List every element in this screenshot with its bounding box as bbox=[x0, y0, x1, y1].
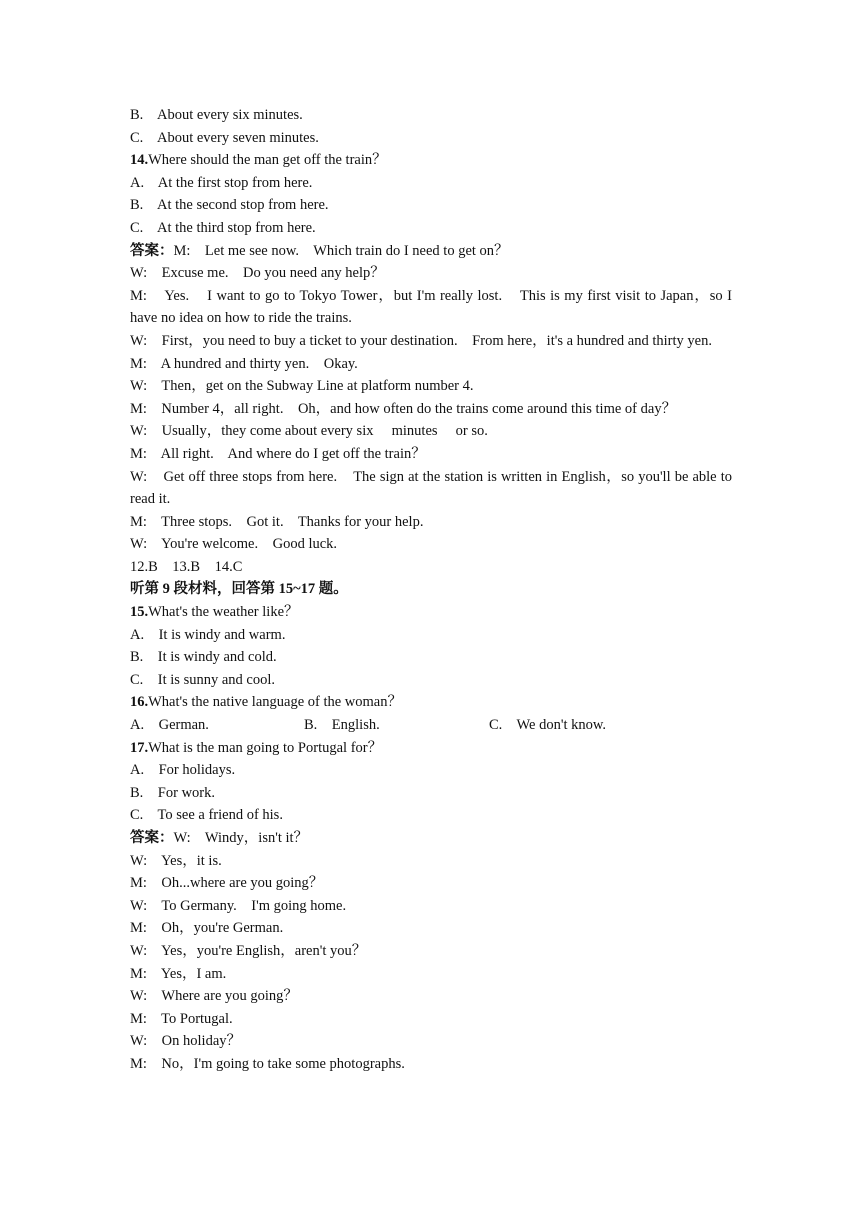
dialog-line: M: Yes. I want to go to Tokyo Tower，but I'm really lost. This is my first visit to Japan，so I have no idea on how to ride the trains. bbox=[130, 287, 736, 327]
dialog-line: M: Oh...where are you going？ bbox=[130, 875, 324, 892]
dialog-line: M: No，I'm going to take some photographs. bbox=[130, 1055, 405, 1072]
answer-label: 答案： bbox=[130, 242, 174, 259]
option-line: C. To see a friend of his. bbox=[130, 807, 283, 824]
dialog-line: M: Number 4，all right. Oh，and how often do the trains come around this time of day？ bbox=[130, 400, 677, 417]
option-b: B. English. bbox=[304, 717, 380, 734]
question-number: 16. bbox=[130, 694, 149, 711]
question-number: 15. bbox=[130, 604, 149, 621]
option-a: A. German. bbox=[130, 717, 209, 734]
question-14 bbox=[130, 149, 732, 172]
option-line: A. It is windy and warm. bbox=[130, 626, 286, 643]
option-line: B. About every six minutes. bbox=[130, 107, 303, 123]
dialog-line: W: Yes，you're English，aren't you？ bbox=[130, 942, 367, 959]
dialog-line: W: Yes，it is. bbox=[130, 852, 222, 869]
dialog-line: M: Let me see now. Which train do I need to get on？ bbox=[173, 242, 509, 259]
dialog-line: W: Excuse me. Do you need any help？ bbox=[130, 265, 385, 282]
section-heading: 听第 9 段材料，回答第 15~17 题。 bbox=[130, 581, 348, 598]
dialog-line: M: Yes，I am. bbox=[130, 965, 227, 982]
question-number: 17. bbox=[130, 739, 149, 756]
dialog-line: W: Then，get on the Subway Line at platform number 4. bbox=[130, 378, 474, 395]
option-line: C. It is sunny and cool. bbox=[130, 671, 275, 688]
option-line: C. At the third stop from here. bbox=[130, 219, 316, 236]
question-number: 14. bbox=[130, 152, 149, 169]
dialog-line: W: Where are you going？ bbox=[130, 988, 298, 1005]
question-text: What's the native language of the woman？ bbox=[148, 694, 402, 711]
dialog-line: W: Windy，isn't it？ bbox=[173, 830, 309, 846]
answer-line bbox=[130, 827, 732, 850]
dialog-line: W: First，you need to buy a ticket to your destination. From here，it's a hundred and thirty yen. bbox=[130, 332, 712, 349]
option-row bbox=[130, 714, 732, 737]
document-page bbox=[130, 104, 736, 1076]
option-line: B. It is windy and cold. bbox=[130, 649, 277, 666]
question-15 bbox=[130, 601, 732, 624]
dialog-line: W: Usually，they come about every six minutes or so. bbox=[130, 423, 488, 440]
question-text: Where should the man get off the train？ bbox=[148, 152, 387, 169]
dialog-line: M: All right. And where do I get off the train？ bbox=[130, 445, 426, 462]
dialog-line: W: On holiday？ bbox=[130, 1033, 242, 1050]
option-line: B. At the second stop from here. bbox=[130, 197, 329, 214]
option-line: B. For work. bbox=[130, 784, 215, 801]
question-16 bbox=[130, 691, 732, 714]
dialog-line: M: A hundred and thirty yen. Okay. bbox=[130, 355, 358, 372]
dialog-line: W: You're welcome. Good luck. bbox=[130, 536, 338, 553]
option-line: A. For holidays. bbox=[130, 762, 236, 779]
option-line: C. About every seven minutes. bbox=[130, 129, 319, 146]
answer-label: 答案： bbox=[130, 830, 174, 846]
answer-line bbox=[130, 240, 732, 263]
question-17 bbox=[130, 737, 732, 760]
dialog-line: W: To Germany. I'm going home. bbox=[130, 897, 347, 914]
question-text: What's the weather like？ bbox=[148, 604, 299, 621]
answer-keys: 12.B 13.B 14.C bbox=[130, 558, 243, 575]
option-c: C. We don't know. bbox=[489, 717, 607, 734]
dialog-line: M: To Portugal. bbox=[130, 1010, 233, 1027]
dialog-line: W: Get off three stops from here. The sign at the station is written in English，so you'll be able to read it. bbox=[130, 468, 736, 508]
dialog-line: M: Oh，you're German. bbox=[130, 920, 284, 937]
question-text: What is the man going to Portugal for？ bbox=[148, 739, 383, 756]
option-line: A. At the first stop from here. bbox=[130, 174, 313, 191]
dialog-line: M: Three stops. Got it. Thanks for your help. bbox=[130, 513, 424, 530]
